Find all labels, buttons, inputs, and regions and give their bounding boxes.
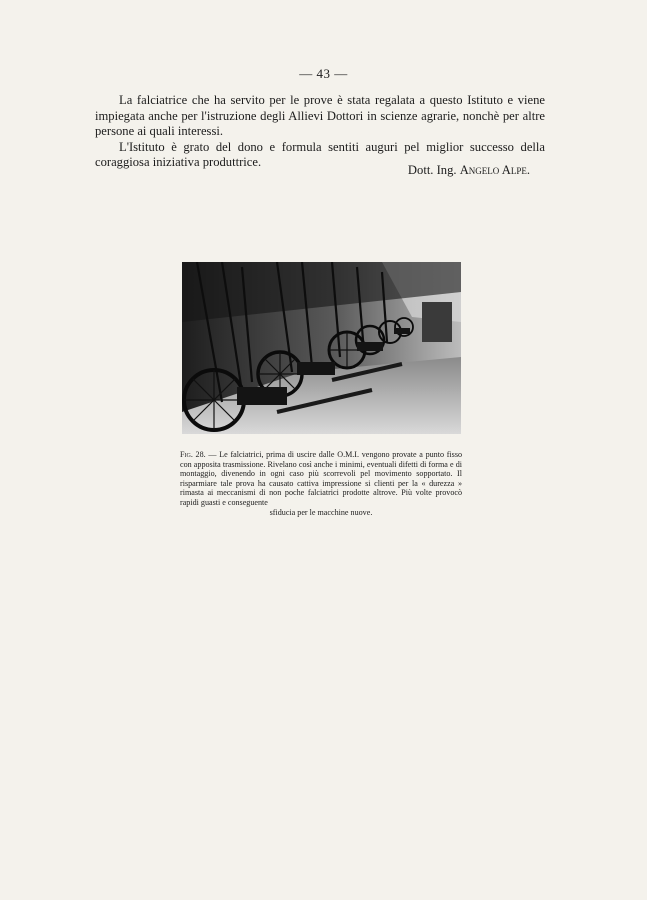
caption-text: — Le falciatrici, prima di uscire dalle O.M.I. vengono provate a punto fisso con apposita trasmissione. Rivelano così anche i minimi, eventuali difetti di forma e di montaggio, divenendo in ogni caso più scorrevoli pel movimento sopportato. Il risparmiare tale prova ha causato cattiva impressione si clienti per la « durezza » rimasta ai meccanismi di non poche falciatrici prodotte altrove. Più volte provocò rapidi guasti e conseguente: [180, 450, 463, 507]
signature-prefix: Dott. Ing.: [407, 163, 457, 177]
signature: [408, 163, 530, 178]
figure-caption: [180, 450, 462, 517]
caption-label: Fig. 28.: [180, 450, 206, 459]
paragraph: La falciatrice che ha servito per le prove è stata regalata a questo Istituto e viene impiegata anche per l'istruzione degli Allievi Dottori in scienze agrarie, nonchè per altre persone ai quali interessi.: [95, 93, 545, 139]
body-text: [95, 93, 545, 171]
signature-name: Angelo Alpe.: [459, 163, 530, 177]
paragraph: L'Istituto è grato del dono e formula sentiti auguri pel miglior successo della coraggiosa iniziativa produttrice.: [95, 139, 545, 170]
page-number: — 43 —: [299, 66, 348, 81]
caption-last-line: sfiducia per le macchine nuove.: [269, 507, 373, 517]
mowers-photo-illustration: [182, 262, 461, 434]
figure-photo: [182, 262, 461, 434]
